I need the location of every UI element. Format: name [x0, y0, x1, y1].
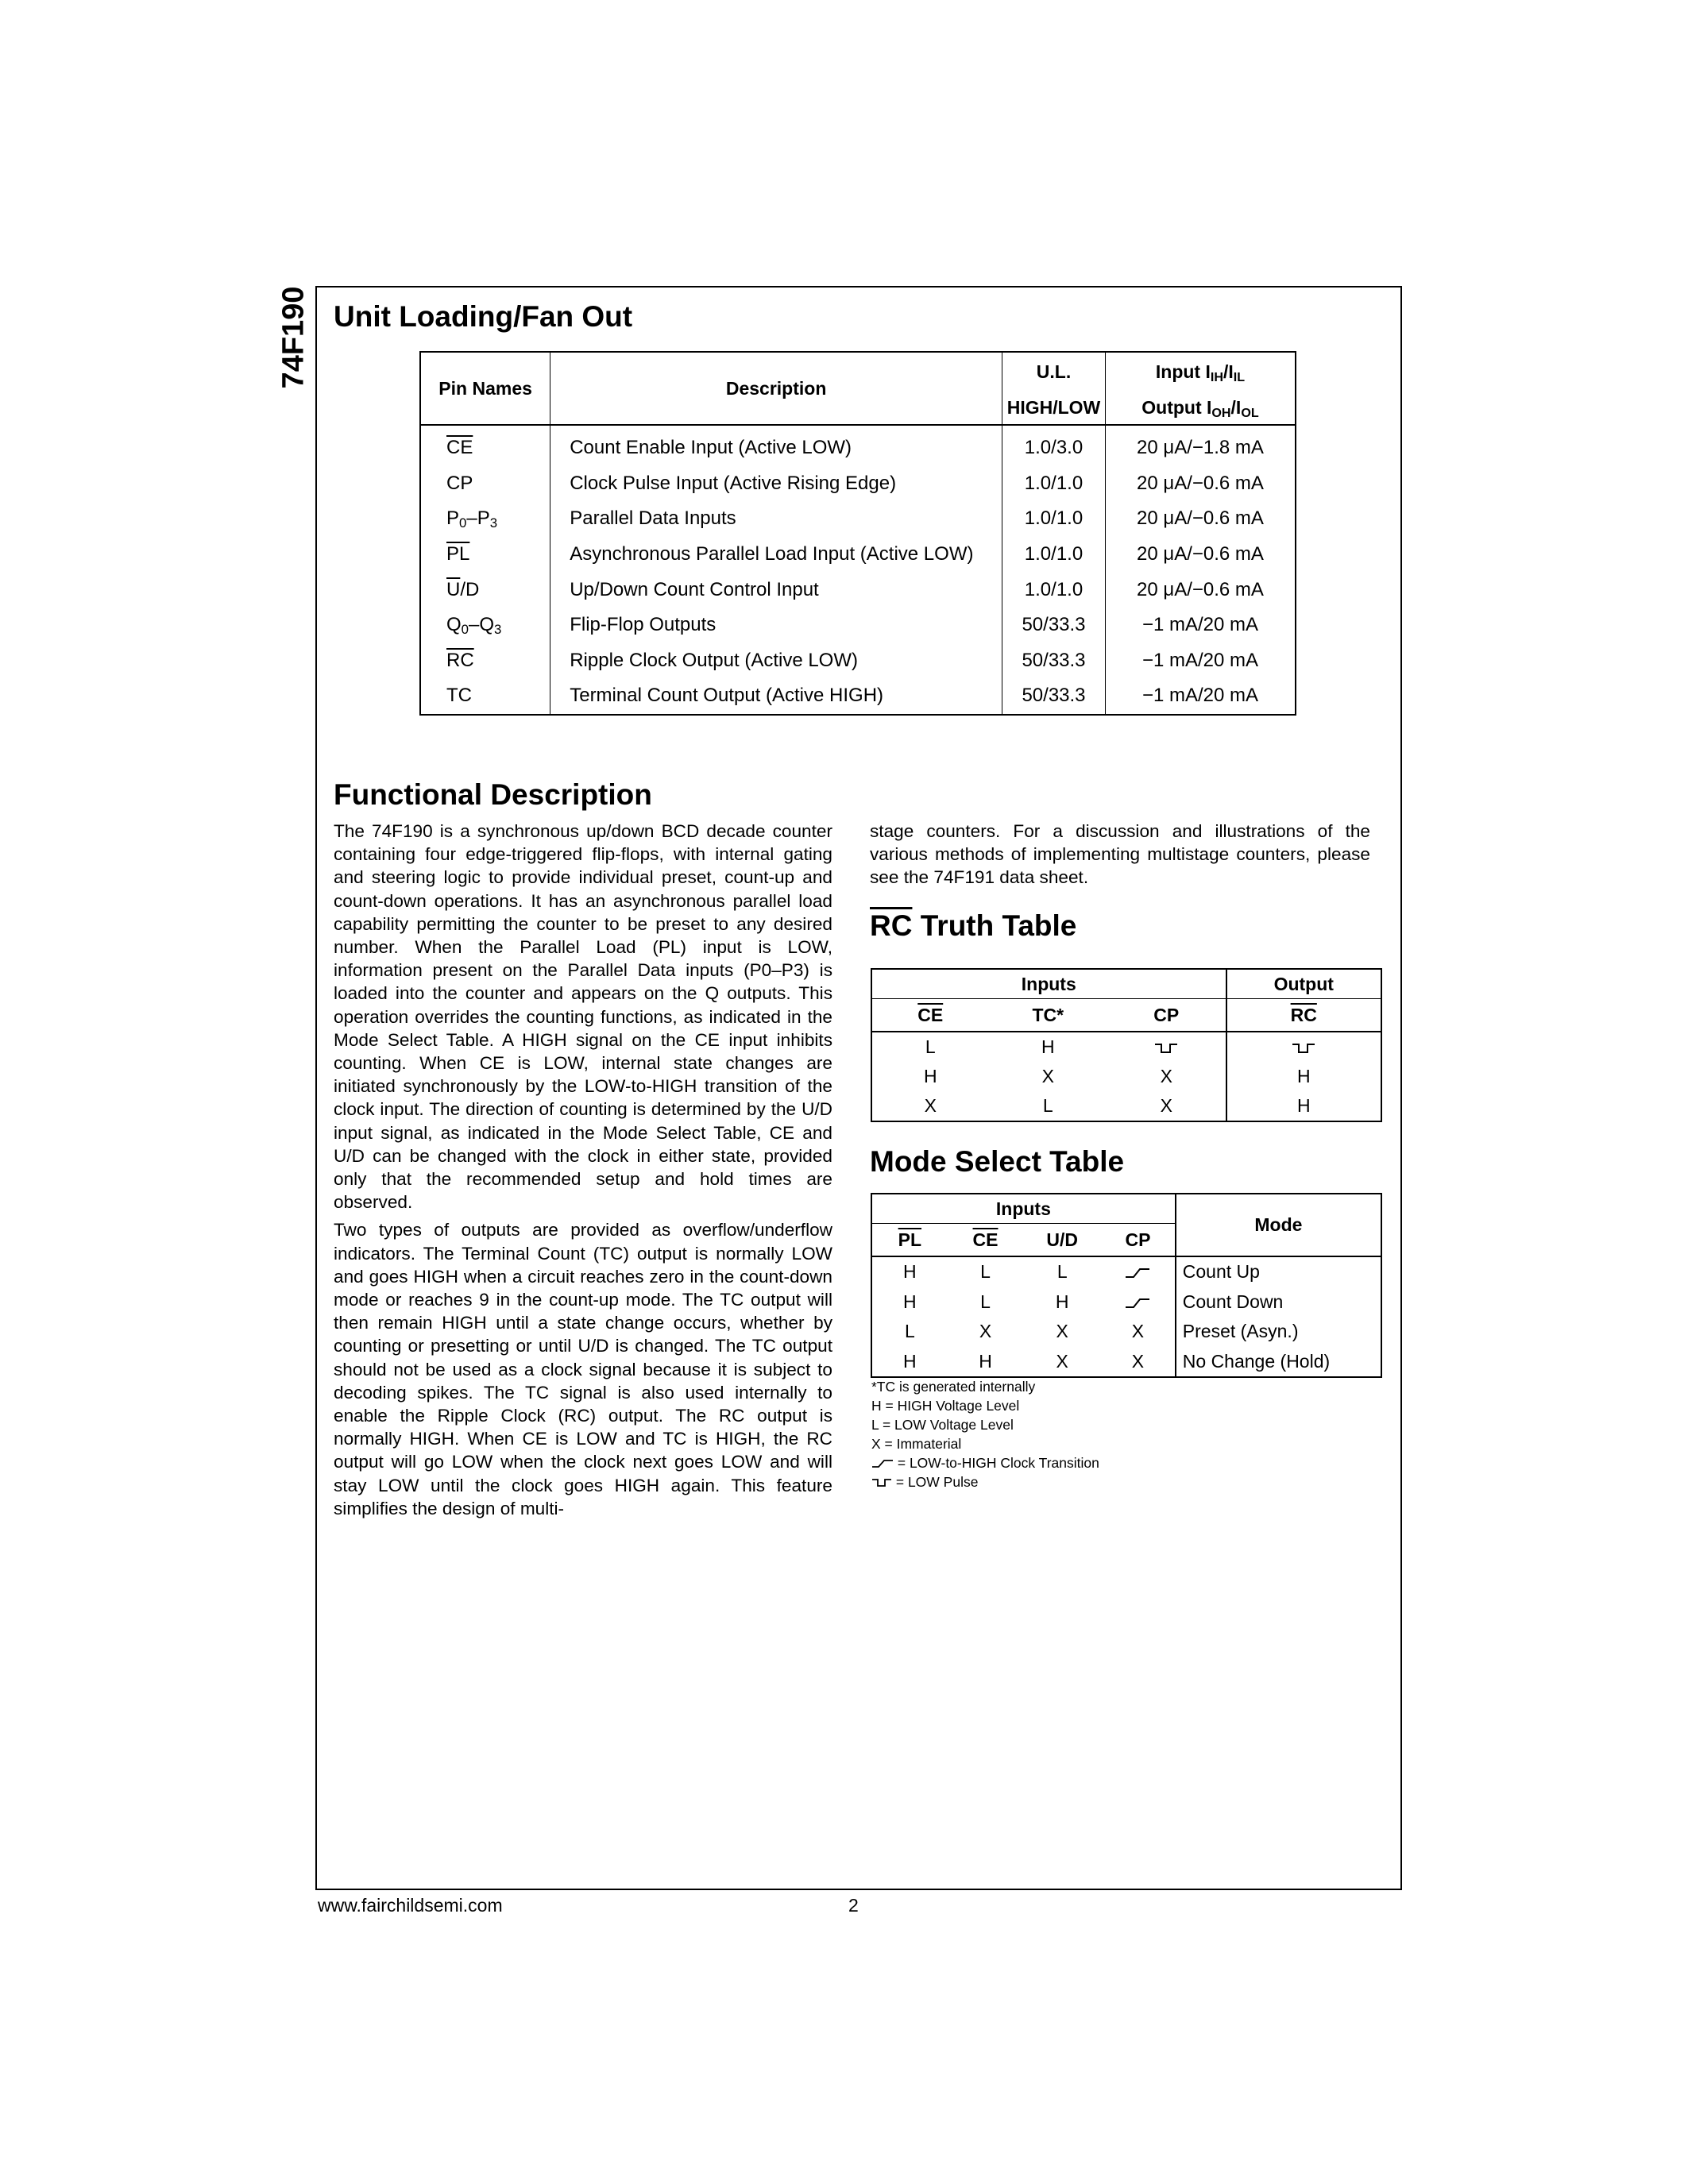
col-description: Description — [550, 352, 1002, 425]
side-part-number: 74F190 — [276, 286, 311, 389]
rising-edge-icon — [871, 1459, 894, 1468]
mode-col-pl: $\overline{PL}$ — [871, 1224, 948, 1257]
rc-truth-table-title: RC Truth Table — [870, 909, 1077, 942]
rc-col-rc: $\overline{RC}$ — [1226, 999, 1382, 1032]
note-high: H = HIGH Voltage Level — [871, 1398, 1020, 1414]
footer-url: www.fairchildsemi.com — [318, 1895, 503, 1916]
note-tc: *TC is generated internally — [871, 1379, 1036, 1395]
mode-col-cp: CP — [1101, 1224, 1176, 1257]
table-row: $\overline{RC}$ Ripple Clock Output (Active LOW) 50/33.3 −1 mA/20 mA — [420, 643, 1296, 679]
table-row: H L H Count Down — [871, 1287, 1381, 1318]
table-row: $\overline{PL}$ Asynchronous Parallel Load Input (Active LOW) 1.0/1.0 20 μA/−0.6 mA — [420, 537, 1296, 573]
table-row: X L X H — [871, 1091, 1381, 1121]
col-input-current: Input $I_{IH}/I_{IL}$ — [1155, 361, 1246, 384]
table-row: $\overline{U}/D$ Up/Down Count Control Input 1.0/1.0 20 μA/−0.6 mA — [420, 572, 1296, 608]
table-row: TC Terminal Count Output (Active HIGH) 50/33.3 −1 mA/20 mA — [420, 678, 1296, 715]
low-pulse-icon — [1292, 1043, 1315, 1054]
table-notes — [871, 1377, 1099, 1491]
unit-loading-table — [419, 351, 1296, 716]
table-row: $Q_0-Q_3$ Flip-Flop Outputs 50/33.3 −1 mA/20 mA — [420, 608, 1296, 643]
mode-select-table — [871, 1193, 1382, 1378]
table-row: H H X X No Change (Hold) — [871, 1347, 1381, 1378]
rc-col-ce: $\overline{CE}$ — [871, 999, 989, 1032]
rc-col-cp: CP — [1107, 999, 1226, 1032]
note-immaterial: X = Immaterial — [871, 1436, 962, 1452]
page-number: 2 — [848, 1895, 859, 1916]
table-row: L H — [871, 1032, 1381, 1062]
mode-header: Mode — [1176, 1194, 1381, 1256]
rc-inputs-header: Inputs — [871, 969, 1226, 999]
unit-loading-title: Unit Loading/Fan Out — [334, 300, 633, 333]
table-row: L X X X Preset (Asyn.) — [871, 1317, 1381, 1347]
functional-paragraph-1: The 74F190 is a synchronous up/down BCD decade counter containing four edge-triggered flip-flops, with internal gating and steering logic to provide individual preset, count-up and count-down operations. It has an asynchronous parallel load capability permitting the counter to be preset to any desired number. When the Parallel Load (PL) input is LOW, information present on the Parallel Data inputs (P0–P3) is loaded into the counter and appears on the Q outputs. This operation overrides the counting functions, as indicated in the Mode Select Table. A HIGH signal on the CE input inhibits counting. When CE is LOW, internal state changes are initiated synchronously by the LOW-to-HIGH transition of the clock input. The direction of counting is determined by the U/D input signal, as indicated in the Mode Select Table, CE and U/D can be changed with the clock in either state, provided only that the recommended setup and hold times are observed. — [334, 821, 832, 1213]
mode-col-ud: U/D — [1023, 1224, 1101, 1257]
low-pulse-icon — [871, 1478, 892, 1488]
table-row: $\overline{CE}$ Count Enable Input (Active LOW) 1.0/3.0 20 μA/−1.8 mA — [420, 425, 1296, 466]
mode-inputs-header: Inputs — [871, 1194, 1176, 1224]
functional-text-column-2 — [870, 820, 1370, 894]
col-ul-highlow: HIGH/LOW — [1002, 391, 1106, 425]
col-ul: U.L. — [1002, 352, 1106, 391]
functional-paragraph-3: stage counters. For a discussion and illustrations of the various methods of implementing multistage counters, please see the 74F191 data sheet. — [870, 821, 1370, 888]
note-low-pulse: = LOW Pulse — [871, 1472, 1099, 1491]
rc-truth-table — [871, 968, 1382, 1122]
note-rising-edge: = LOW-to-HIGH Clock Transition — [871, 1453, 1099, 1472]
table-row: H L L Count Up — [871, 1256, 1381, 1287]
col-pin-names: Pin Names — [420, 352, 550, 425]
low-pulse-icon — [1154, 1043, 1178, 1054]
rising-edge-icon — [1125, 1298, 1150, 1309]
rc-output-header: Output — [1226, 969, 1382, 999]
mode-col-ce: $\overline{CE}$ — [948, 1224, 1024, 1257]
note-low: L = LOW Voltage Level — [871, 1417, 1014, 1433]
table-row: H X X H — [871, 1062, 1381, 1091]
functional-text-column-1 — [334, 820, 832, 1525]
functional-paragraph-2: Two types of outputs are provided as overflow/underflow indicators. The Terminal Count (TC) output is normally LOW and goes HIGH when a circuit reaches zero in the count-down mode or reaches 9 in the count-up mode. The TC output will then remain HIGH until a state change occurs, whether by counting or presetting or until U/D is changed. The TC output should not be used as a clock signal because it is subject to decoding spikes. The TC signal is also used internally to enable the Ripple Clock (RC) output. The RC output is normally HIGH. When CE is LOW and TC is HIGH, the RC output will go LOW when the clock next goes LOW and will stay LOW until the clock goes HIGH again. This feature simplifies the design of multi- — [334, 1220, 832, 1518]
col-output-current: Output $I_{OH}/I_{OL}$ — [1105, 391, 1296, 425]
table-row: $P_0-P_3$ Parallel Data Inputs 1.0/1.0 20 μA/−0.6 mA — [420, 501, 1296, 537]
rc-col-tc: TC* — [989, 999, 1108, 1032]
mode-select-title: Mode Select Table — [870, 1145, 1125, 1178]
functional-description-title: Functional Description — [334, 778, 652, 811]
rising-edge-icon — [1125, 1268, 1150, 1279]
table-row: CP Clock Pulse Input (Active Rising Edge) 1.0/1.0 20 μA/−0.6 mA — [420, 466, 1296, 502]
